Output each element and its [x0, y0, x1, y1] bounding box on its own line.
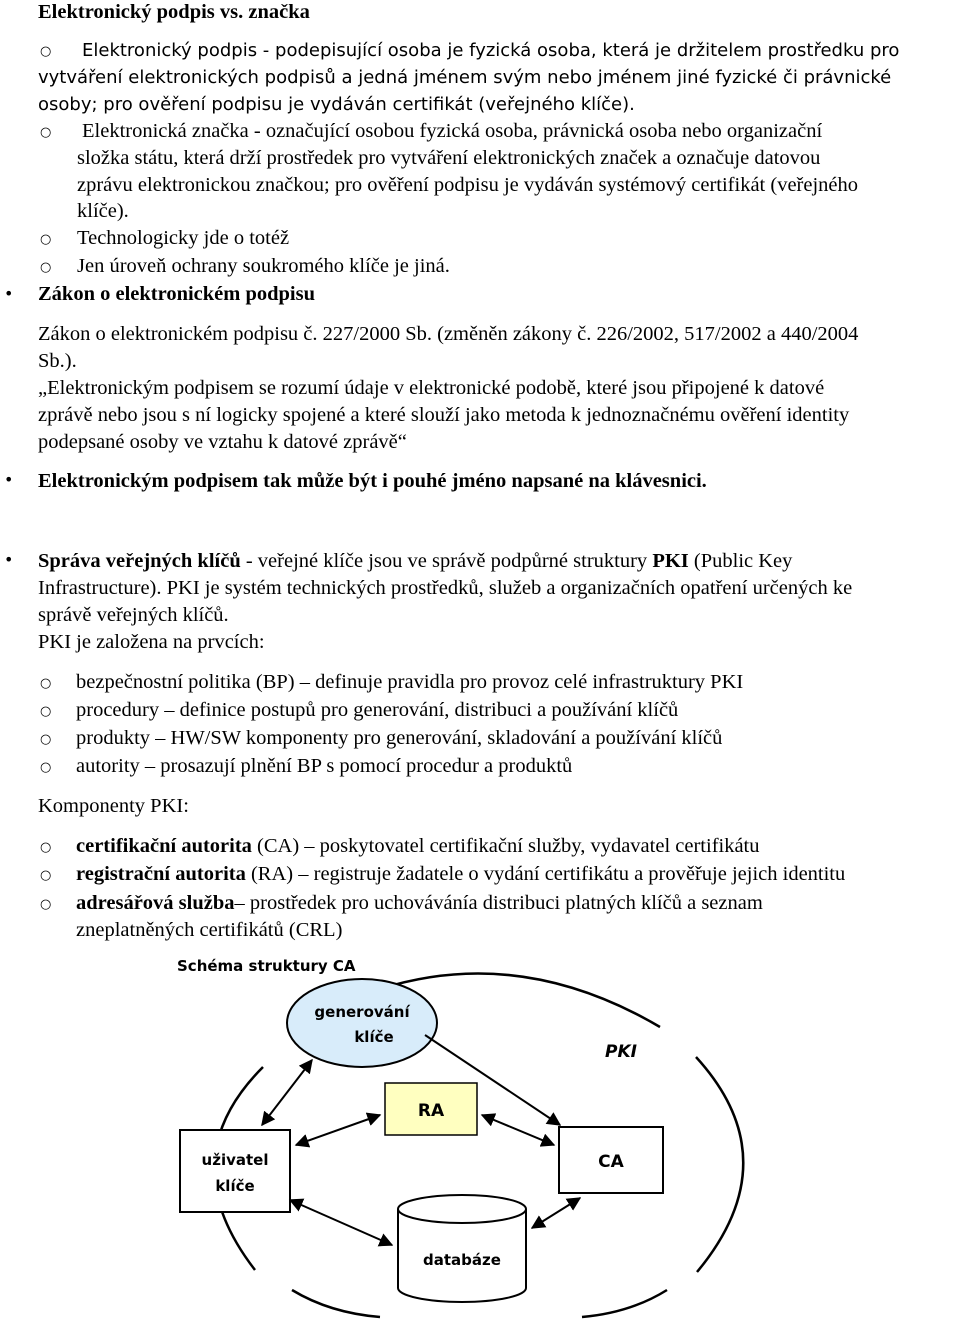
tech-item: Technologicky jde o totéž — [77, 227, 290, 249]
circle-bullet-icon: ○ — [40, 44, 52, 59]
user-box — [180, 1130, 290, 1212]
circle-bullet-icon: ○ — [40, 732, 52, 747]
ra-label: RA — [417, 1101, 445, 1121]
ca-label: CA — [598, 1152, 624, 1172]
law-ref-line-2: Sb.). — [38, 350, 77, 372]
circle-bullet-icon: ○ — [40, 260, 52, 275]
law-heading: Zákon o elektronickém podpisu — [38, 283, 316, 305]
components-label: Komponenty PKI: — [38, 795, 189, 817]
level-item: Jen úroveň ochrany soukromého klíče je jiná. — [77, 255, 450, 277]
pki-element-item: autority – prosazují plnění BP s pomocí procedur a produktů — [76, 755, 573, 777]
arrow-user-db — [290, 1200, 392, 1245]
seal-line-3: zprávu elektronickou značkou; pro ověření podpisu je vydáván systémový certifikát (veřejného — [77, 174, 859, 196]
circle-bullet-icon: ○ — [40, 897, 52, 912]
law-quote-line-1: „Elektronickým podpisem se rozumí údaje v elektronické podobě, které jsou připojené k datové — [38, 377, 825, 399]
pki-element-item: procedury – definice postupů pro generování, distribuci a používání klíčů — [76, 699, 679, 721]
ca-structure-diagram — [0, 945, 960, 1322]
dot-bullet-icon: • — [4, 550, 14, 569]
key-generation-ellipse — [287, 979, 437, 1067]
circle-bullet-icon: ○ — [40, 868, 52, 883]
component-item: certifikační autorita (CA) – poskytovatel certifikační služby, vydavatel certifikátu — [76, 835, 760, 857]
circle-bullet-icon: ○ — [40, 676, 52, 691]
pki-label: PKI — [605, 1042, 637, 1062]
component-item: registrační autorita (RA) – registruje žadatele o vydání certifikátu a prověřuje jejich identitu — [76, 863, 846, 885]
arrow-user-ra — [296, 1115, 380, 1145]
seal-line-4: klíče). — [77, 200, 129, 222]
law-quote-line-3: podepsané osoby ve vztahu k datové zprávě“ — [38, 431, 407, 453]
user-label-2: klíče — [215, 1177, 255, 1195]
database-label: databáze — [423, 1251, 501, 1269]
page-heading: Elektronický podpis vs. značka — [38, 1, 310, 23]
circle-bullet-icon: ○ — [40, 232, 52, 247]
seal-line-1: Elektronická značka - označující osobou fyzická osoba, právnická osoba nebo organizační — [82, 120, 823, 142]
pki-based-label: PKI je založena na prvcích: — [38, 631, 265, 653]
pki-intro-line-1: Správa veřejných klíčů - veřejné klíče jsou ve správě podpůrné struktury PKI (Public Key — [38, 550, 793, 572]
law-quote-line-2: zprávě nebo jsou s ní logicky spojené a které slouží jako metoda k jednoznačnému ověření identity — [38, 404, 850, 426]
arrow-keygen-user — [262, 1060, 312, 1125]
pki-ring-right-arc — [696, 1057, 743, 1272]
diagram-title: Schéma struktury CA — [177, 957, 356, 975]
pki-intro-line-2: Infrastructure). PKI je systém technických prostředků, služeb a organizačních opatření určených ke — [38, 577, 853, 599]
circle-bullet-icon: ○ — [40, 760, 52, 775]
signature-line-3: osoby; pro ověření podpisu je vydáván certifikát (veřejného klíče). — [38, 94, 635, 115]
seal-line-2: složka státu, která drží prostředek pro vytváření elektronických značek a označuje datovou — [77, 147, 821, 169]
pki-intro-line-3: správě veřejných klíčů. — [38, 604, 229, 626]
user-label-1: uživatel — [201, 1151, 269, 1169]
component-item: adresářová služba– prostředek pro uchovávánía distribuci platných klíčů a seznam — [76, 892, 763, 914]
pki-ring-bottom-left — [292, 1290, 380, 1317]
key-generation-label-2: klíče — [354, 1028, 394, 1046]
circle-bullet-icon: ○ — [40, 704, 52, 719]
database-top — [398, 1195, 526, 1223]
pki-ring-bottom-right — [582, 1290, 667, 1317]
name-note: Elektronickým podpisem tak může být i pouhé jméno napsané na klávesnici. — [38, 470, 707, 492]
key-generation-label-1: generování — [314, 1003, 410, 1021]
circle-bullet-icon: ○ — [40, 840, 52, 855]
dot-bullet-icon: • — [4, 284, 14, 303]
arrow-ra-ca — [482, 1115, 554, 1145]
arrow-ca-db — [532, 1198, 580, 1228]
pki-element-item: bezpečnostní politika (BP) – definuje pravidla pro provoz celé infrastruktury PKI — [76, 671, 744, 693]
dot-bullet-icon: • — [4, 470, 14, 489]
law-ref-line-1: Zákon o elektronickém podpisu č. 227/2000 Sb. (změněn zákony č. 226/2002, 517/2002 a 440/2004 — [38, 323, 859, 345]
circle-bullet-icon: ○ — [40, 125, 52, 140]
signature-line-2: vytváření elektronických podpisů a jedná jménem svým nebo jménem jiné fyzické či právnické — [38, 67, 892, 88]
signature-line-1: Elektronický podpis - podepisující osoba je fyzická osoba, která je držitelem prostředku pro — [82, 40, 900, 61]
pki-element-item: produkty – HW/SW komponenty pro generování, skladování a používání klíčů — [76, 727, 723, 749]
component-item-line-2: zneplatněných certifikátů (CRL) — [76, 919, 343, 941]
